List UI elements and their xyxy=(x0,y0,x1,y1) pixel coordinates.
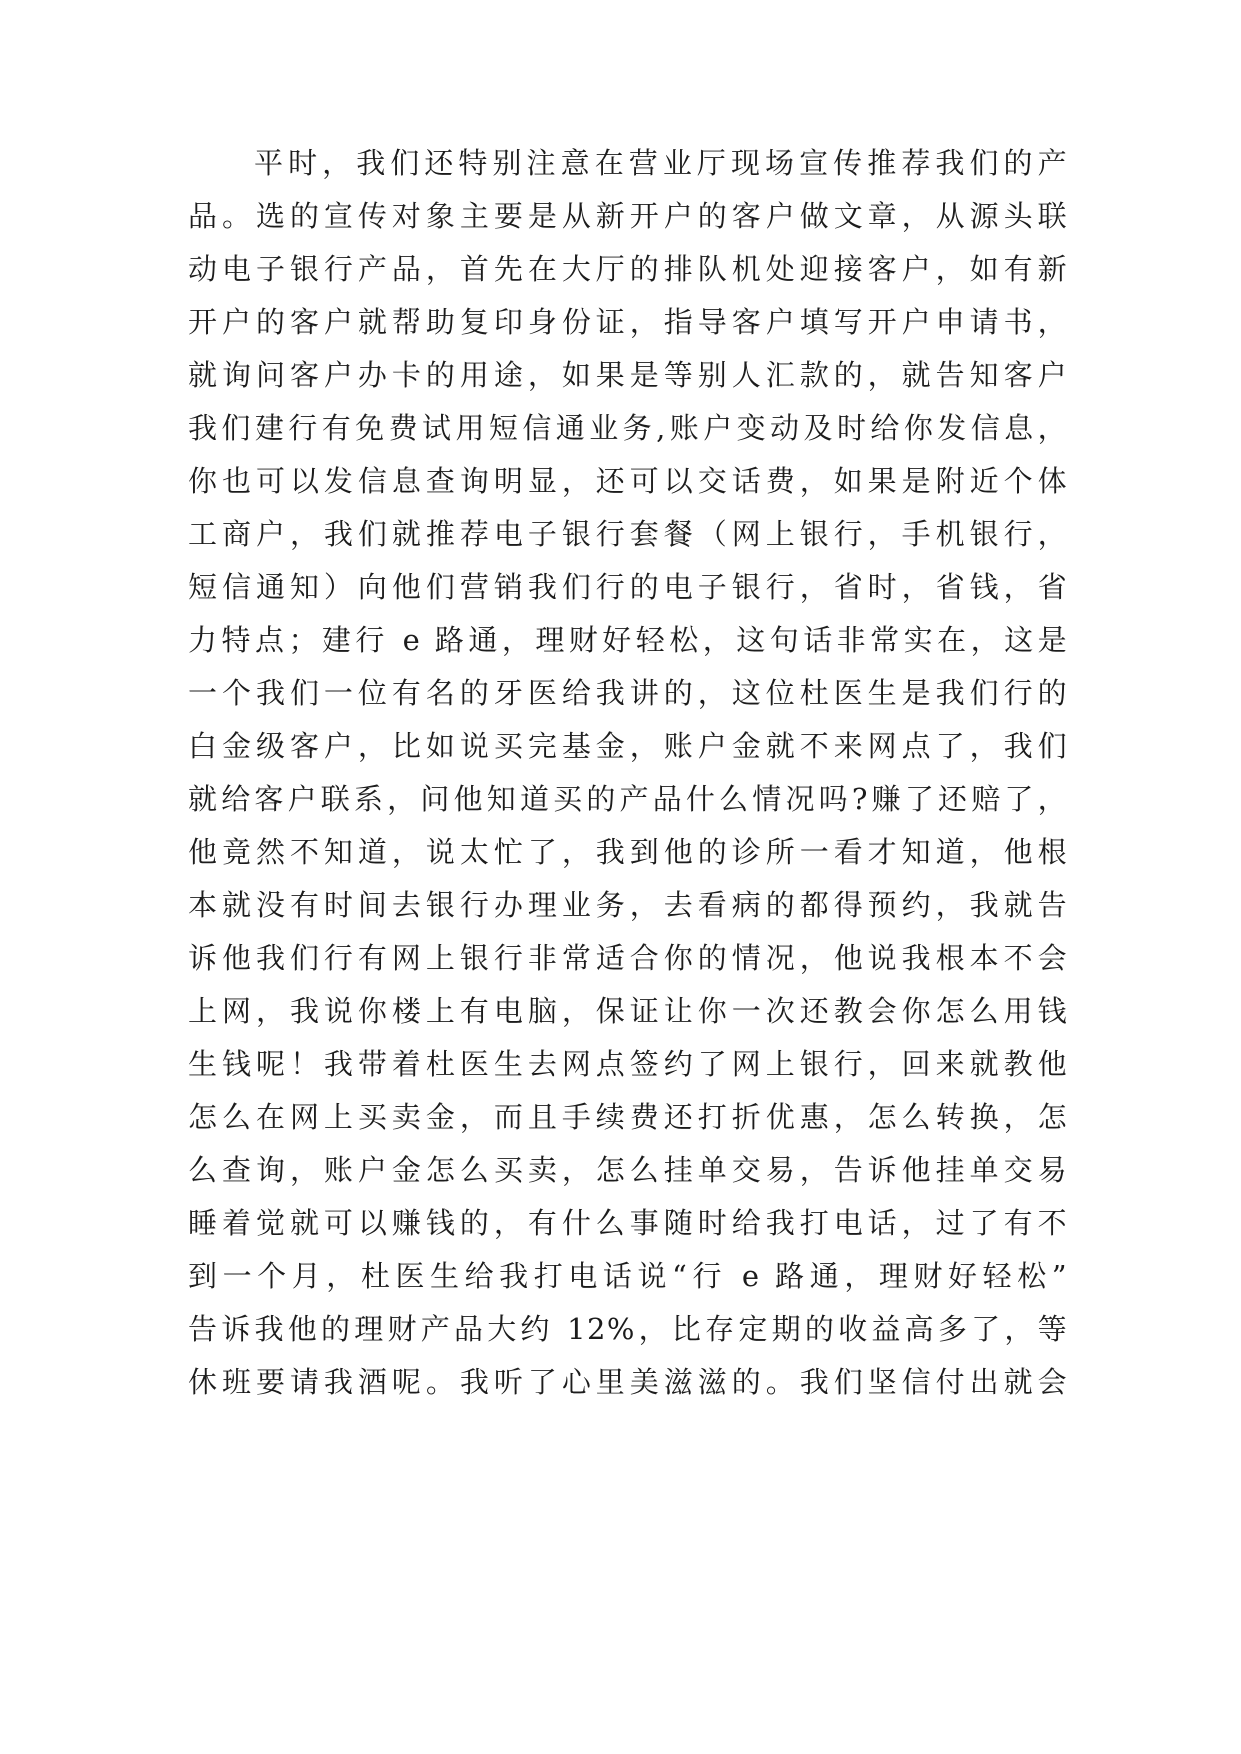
paragraph-line-9: 短信通知）向他们营销我们行的电子银行，省时，省钱，省 xyxy=(188,570,1068,604)
paragraph-line-13: 就给客户联系，问他知道买的产品什么情况吗?赚了还赔了， xyxy=(188,782,1068,816)
paragraph-line-3: 动电子银行产品，首先在大厅的排队机处迎接客户，如有新 xyxy=(188,252,1068,286)
paragraph-line-19: 怎么在网上买卖金，而且手续费还打折优惠，怎么转换，怎 xyxy=(188,1100,1068,1134)
paragraph-line-6: 我们建行有免费试用短信通业务,账户变动及时给你发信息， xyxy=(188,411,1068,445)
paragraph-line-22: 到一个月，杜医生给我打电话说“行 e 路通，理财好轻松” xyxy=(188,1259,1068,1293)
paragraph-line-16: 诉他我们行有网上银行非常适合你的情况，他说我根本不会 xyxy=(188,941,1068,975)
paragraph-line-21: 睡着觉就可以赚钱的，有什么事随时给我打电话，过了有不 xyxy=(188,1206,1068,1240)
paragraph-line-11: 一个我们一位有名的牙医给我讲的，这位杜医生是我们行的 xyxy=(188,676,1068,710)
paragraph-line-20: 么查询，账户金怎么买卖，怎么挂单交易，告诉他挂单交易 xyxy=(188,1153,1068,1187)
paragraph-line-7: 你也可以发信息查询明显，还可以交话费，如果是附近个体 xyxy=(188,464,1068,498)
paragraph-line-10: 力特点；建行 e 路通，理财好轻松，这句话非常实在，这是 xyxy=(188,623,1068,657)
paragraph-line-2: 品。选的宣传对象主要是从新开户的客户做文章，从源头联 xyxy=(188,199,1068,233)
paragraph-line-4: 开户的客户就帮助复印身份证，指导客户填写开户申请书， xyxy=(188,305,1068,339)
paragraph-line-12: 白金级客户，比如说买完基金，账户金就不来网点了，我们 xyxy=(188,729,1068,763)
paragraph-line-24: 休班要请我酒呢。我听了心里美滋滋的。我们坚信付出就会 xyxy=(188,1365,1068,1399)
paragraph-line-1: 平时，我们还特别注意在营业厅现场宣传推荐我们的产 xyxy=(254,146,1068,180)
paragraph-line-15: 本就没有时间去银行办理业务，去看病的都得预约，我就告 xyxy=(188,888,1068,922)
paragraph-line-14: 他竟然不知道，说太忙了，我到他的诊所一看才知道，他根 xyxy=(188,835,1068,869)
paragraph-line-18: 生钱呢！我带着杜医生去网点签约了网上银行，回来就教他 xyxy=(188,1047,1068,1081)
paragraph-line-8: 工商户，我们就推荐电子银行套餐（网上银行，手机银行， xyxy=(188,517,1068,551)
paragraph-line-5: 就询问客户办卡的用途，如果是等别人汇款的，就告知客户 xyxy=(188,358,1068,392)
paragraph-line-17: 上网，我说你楼上有电脑，保证让你一次还教会你怎么用钱 xyxy=(188,994,1068,1028)
paragraph-line-23: 告诉我他的理财产品大约 12%，比存定期的收益高多了，等 xyxy=(188,1312,1068,1346)
